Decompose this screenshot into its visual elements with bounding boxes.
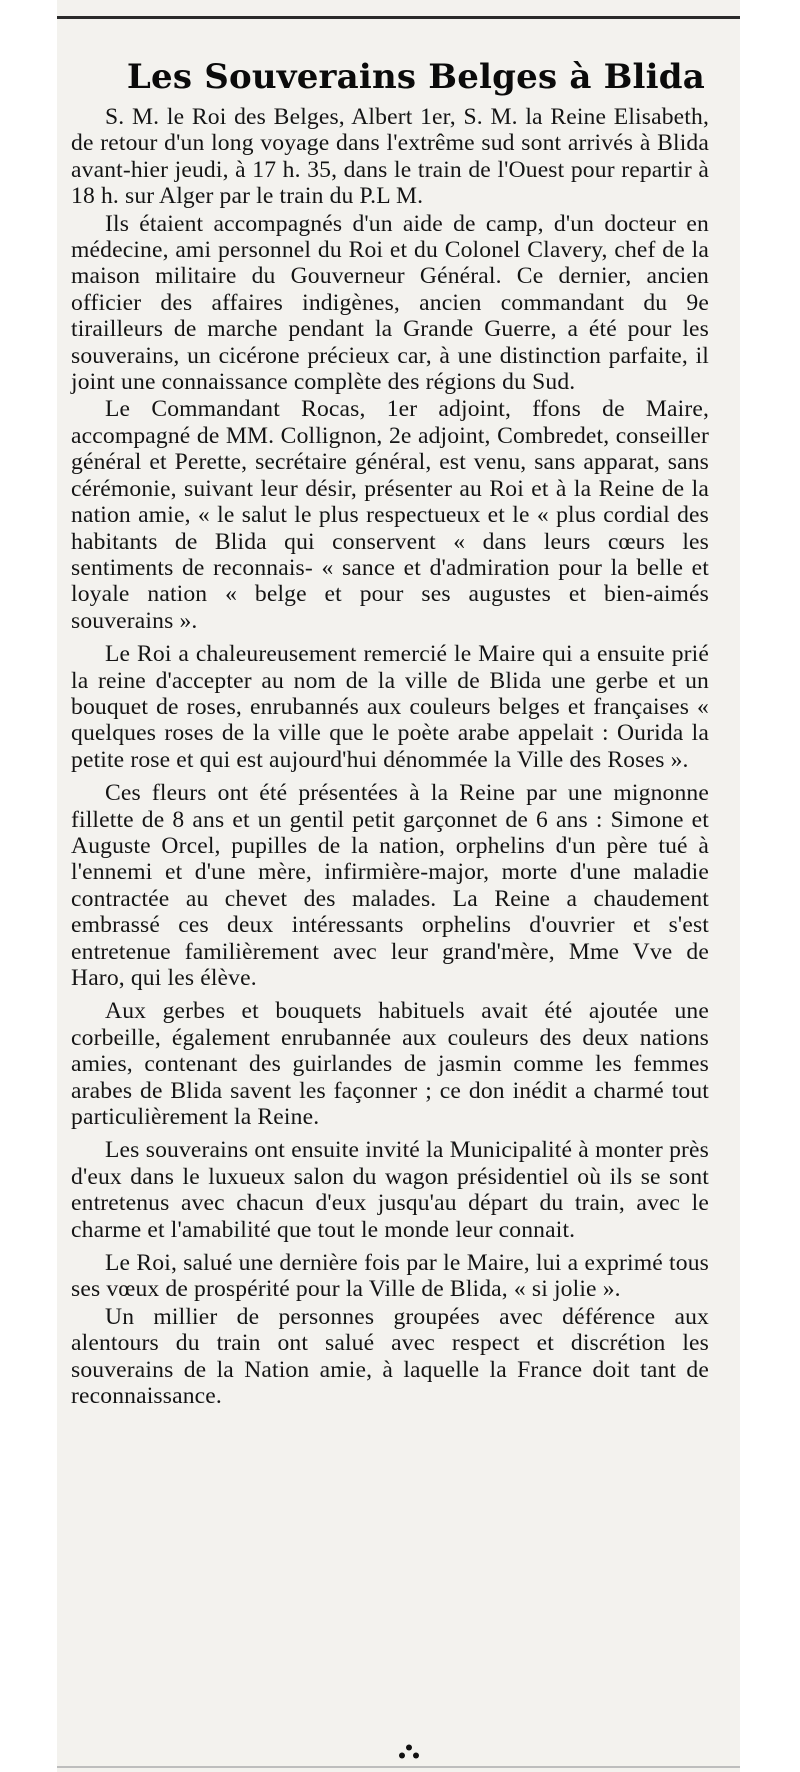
top-rule: [57, 16, 740, 19]
article-paragraph-8: Le Roi, salué une dernière fois par le Maire, lui a exprimé tous ses vœux de prospérité pour la Ville de Blida, « si jolie ».: [71, 1250, 709, 1303]
ornament: [57, 1744, 740, 1760]
article: [71, 56, 709, 1410]
three-dot-ornament-icon: [397, 1744, 421, 1760]
newspaper-clipping: [57, 0, 740, 1772]
article-paragraph-3: Le Commandant Rocas, 1er adjoint, ffons de Maire, accompagné de MM. Collignon, 2e adjoint, Combredet, conseiller général et Perette, secrétaire général, est venu, sans apparat, sans cérémonie, suivant leur désir, présenter au Roi et à la Reine de la nation amie, « le salut le plus respectueux et le « plus cordial des habitants de Blida qui conservent « dans leurs cœurs les sentiments de reconnais- « sance et d'admiration pour la belle et loyale nation « belge et pour ses augustes et bien-aimés souverains ».: [71, 396, 709, 634]
article-paragraph-9: Un millier de personnes groupées avec déférence aux alentours du train ont salué avec respect et discrétion les souverains de la Nation amie, à laquelle la France doit tant de reconnaissance.: [71, 1303, 709, 1410]
bottom-rule: [57, 1766, 740, 1768]
article-paragraph-1: S. M. le Roi des Belges, Albert 1er, S. M. la Reine Elisabeth, de retour d'un long voyage dans l'extrême sud sont arrivés à Blida avant-hier jeudi, à 17 h. 35, dans le train de l'Ouest pour repartir à 18 h. sur Alger par le train du P.L M.: [71, 104, 709, 210]
article-paragraph-2: Ils étaient accompagnés d'un aide de camp, d'un docteur en médecine, ami personnel du Roi et du Colonel Clavery, chef de la maison militaire du Gouverneur Général. Ce dernier, ancien officier des affaires indigènes, ancien commandant du 9e tirailleurs de marche pendant la Grande Guerre, a été pour les souverains, un cicérone précieux car, à une distinction parfaite, il joint une connaissance complète des régions du Sud.: [71, 210, 709, 396]
article-headline: Les Souverains Belges à Blida: [126, 57, 705, 97]
article-paragraph-4: Le Roi a chaleureusement remercié le Maire qui a ensuite prié la reine d'accepter au nom de la ville de Blida une gerbe et un bouquet de roses, enrubannés aux couleurs belges et françaises « quelques roses de la ville que le poète arabe appelait : Ourida la petite rose et qui est aujourd'hui dénommée la Ville des Roses ».: [71, 641, 709, 773]
article-paragraph-5: Ces fleurs ont été présentées à la Reine par une mignonne fillette de 8 ans et un gentil petit garçonnet de 6 ans : Simone et Auguste Orcel, pupilles de la nation, orphelins d'un père tué à l'ennemi et d'une mère, infirmière-major, morte d'une maladie contractée au chevet des malades. La Reine a chaudement embrassé ces deux intéressants orphelins d'ouvrier et s'est entretenue familièrement avec leur grand'mère, Mme Vve de Haro, qui les élève.: [71, 780, 709, 991]
article-paragraph-6: Aux gerbes et bouquets habituels avait été ajoutée une corbeille, également enrubannée aux couleurs des deux nations amies, contenant des guirlandes de jasmin comme les femmes arabes de Blida savent les façonner ; ce don inédit a charmé tout particulièrement la Reine.: [71, 998, 709, 1131]
article-paragraph-7: Les souverains ont ensuite invité la Municipalité à monter près d'eux dans le luxueux salon du wagon présidentiel où ils se sont entretenus avec chacun d'eux jusqu'au départ du train, avec le charme et l'amabilité que tout le monde leur connait.: [71, 1137, 709, 1243]
